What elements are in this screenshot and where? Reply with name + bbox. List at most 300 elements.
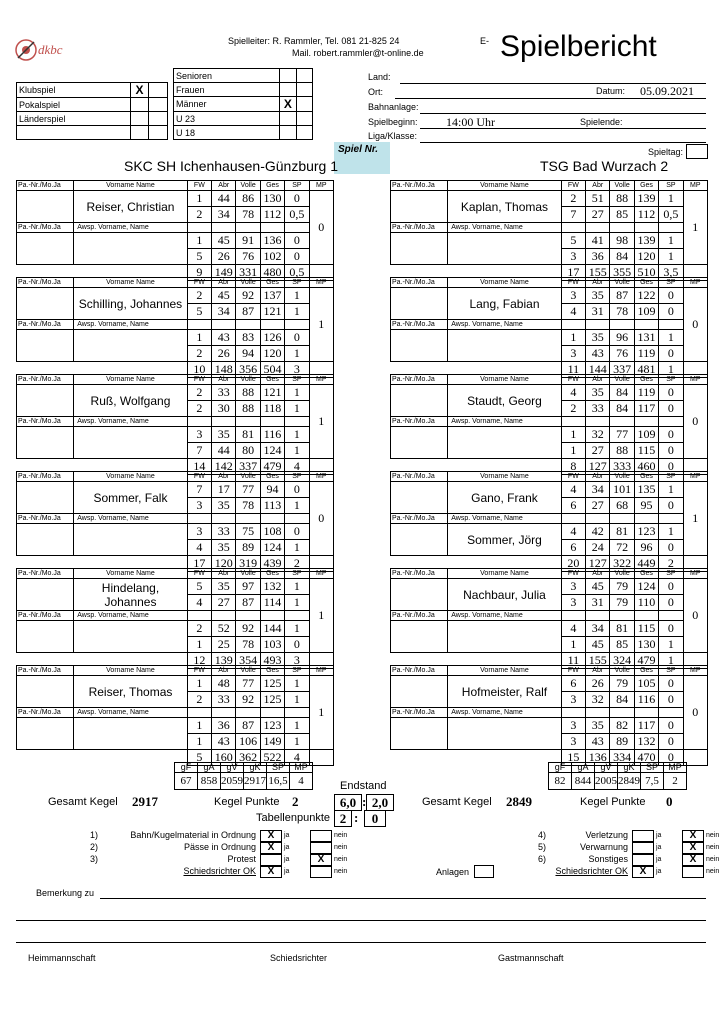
game-value: 3 xyxy=(561,346,585,362)
player-block xyxy=(16,568,334,669)
block-header-row xyxy=(17,666,334,676)
game-value: 3 xyxy=(187,427,211,443)
game-value: 95 xyxy=(634,498,658,514)
blank xyxy=(285,223,309,233)
game-row xyxy=(17,233,334,249)
game-value: 92 xyxy=(236,692,260,708)
blank xyxy=(236,514,260,524)
player-name: Schilling, Johannes xyxy=(74,288,187,320)
game-value: 94 xyxy=(236,346,260,362)
col-header: MP xyxy=(683,375,707,385)
check-ja-box[interactable]: X xyxy=(632,866,654,878)
game-value: 81 xyxy=(236,427,260,443)
ende-label: Spielende: xyxy=(580,117,623,127)
blank xyxy=(586,708,610,718)
game-value: 24 xyxy=(586,540,610,556)
pa-cell xyxy=(391,427,448,459)
game-row xyxy=(391,482,708,498)
blank xyxy=(634,223,658,233)
vorname-header: Vorname Name xyxy=(74,666,187,676)
col-header: MP xyxy=(309,472,333,482)
game-value: 88 xyxy=(236,401,260,417)
check-ja-label: ja xyxy=(656,868,662,875)
sub-header-row xyxy=(391,611,708,621)
check-label: Schiedsrichter OK xyxy=(183,866,256,876)
total-value: 362 xyxy=(236,750,260,766)
game-value: 144 xyxy=(260,621,284,637)
game-value: 36 xyxy=(212,718,236,734)
game-value: 4 xyxy=(561,621,585,637)
heim-signature-label: Heimmannschaft xyxy=(28,953,96,963)
category-mark xyxy=(280,83,297,97)
game-value: 5 xyxy=(187,304,211,320)
game-value: 1 xyxy=(285,443,309,459)
player-name xyxy=(74,427,187,459)
leader-line: Spielleiter: R. Rammler, Tel. 081 21-825 24 xyxy=(228,36,400,46)
blank xyxy=(187,514,211,524)
game-value: 26 xyxy=(212,249,236,265)
game-row xyxy=(391,579,708,595)
blank xyxy=(586,514,610,524)
game-value: 3 xyxy=(561,249,585,265)
check-nein-box[interactable]: X xyxy=(682,842,704,854)
col-header: FW xyxy=(187,375,211,385)
game-value: 125 xyxy=(260,692,284,708)
game-value: 109 xyxy=(634,427,658,443)
game-value: 35 xyxy=(586,718,610,734)
blank xyxy=(212,514,236,524)
col-header: Ges xyxy=(260,666,284,676)
end-away-box: 2,0 xyxy=(366,794,394,811)
col-header: Abr xyxy=(586,569,610,579)
game-value: 1 xyxy=(285,579,309,595)
check-ja-box[interactable] xyxy=(632,830,654,842)
total-value: 356 xyxy=(236,362,260,378)
total-value: 127 xyxy=(586,556,610,572)
awsp-header: Awsp. Vorname, Name xyxy=(74,417,187,427)
total-value: 337 xyxy=(236,459,260,475)
game-value: 114 xyxy=(260,595,284,611)
game-value: 35 xyxy=(212,498,236,514)
game-value: 3 xyxy=(561,718,585,734)
game-value: 25 xyxy=(212,637,236,653)
check-ja-box[interactable] xyxy=(632,854,654,866)
blank xyxy=(260,223,284,233)
block-header-row xyxy=(391,666,708,676)
blank xyxy=(586,320,610,330)
category-row xyxy=(174,97,313,112)
category-row xyxy=(174,126,313,140)
pa-header: Pa.-Nr./Mo.Ja xyxy=(391,569,448,579)
col-header: SP xyxy=(285,375,309,385)
col-header: SP xyxy=(285,666,309,676)
pa-header: Pa.-Nr./Mo.Ja xyxy=(17,666,74,676)
col-header: SP xyxy=(285,472,309,482)
total-value: 10 xyxy=(187,362,211,378)
mp-value: 0 xyxy=(683,385,707,459)
mp-value: 1 xyxy=(309,676,333,750)
game-value: 98 xyxy=(610,233,634,249)
total-value: 3 xyxy=(285,362,309,378)
game-value: 87 xyxy=(610,288,634,304)
total-value: 9 xyxy=(187,265,211,281)
blank xyxy=(610,320,634,330)
gast-signature-label: Gastmannschaft xyxy=(498,953,564,963)
pa-cell xyxy=(391,482,448,514)
game-value: 135 xyxy=(634,482,658,498)
total-value: 136 xyxy=(586,750,610,766)
game-value: 1 xyxy=(187,637,211,653)
total-value: 355 xyxy=(610,265,634,281)
blank xyxy=(634,611,658,621)
player-name xyxy=(448,718,561,750)
match-type-extra xyxy=(149,83,168,98)
tab-home-box: 2 xyxy=(334,810,352,827)
game-row xyxy=(17,524,334,540)
blank xyxy=(212,320,236,330)
vorname-header: Vorname Name xyxy=(448,666,561,676)
col-header: MP xyxy=(683,278,707,288)
col-header: Volle xyxy=(610,666,634,676)
check-nein-box[interactable]: X xyxy=(310,854,332,866)
player-name: Sommer, Falk xyxy=(74,482,187,514)
mp-value: 0 xyxy=(309,482,333,556)
pa-cell xyxy=(17,718,74,750)
total-value: 149 xyxy=(212,265,236,281)
check-num: 5) xyxy=(538,842,547,852)
total-value: 155 xyxy=(586,653,610,669)
check-ja-box[interactable] xyxy=(632,842,654,854)
pa-cell xyxy=(17,621,74,653)
game-value: 79 xyxy=(610,579,634,595)
home-punkte-label: Kegel Punkte xyxy=(214,796,280,808)
total-value: 460 xyxy=(634,459,658,475)
game-value: 0 xyxy=(659,427,683,443)
pa-header: Pa.-Nr./Mo.Ja xyxy=(17,514,74,524)
game-value: 88 xyxy=(236,385,260,401)
game-value: 33 xyxy=(586,401,610,417)
blank xyxy=(212,708,236,718)
game-value: 1 xyxy=(187,676,211,692)
page-title: Spielbericht xyxy=(500,30,657,63)
game-row xyxy=(391,524,708,540)
game-value: 0 xyxy=(285,482,309,498)
game-value: 2 xyxy=(561,401,585,417)
total-value: 14 xyxy=(187,459,211,475)
player-block xyxy=(390,277,708,378)
game-value: 4 xyxy=(561,524,585,540)
game-value: 77 xyxy=(610,427,634,443)
game-value: 0 xyxy=(659,579,683,595)
game-row xyxy=(391,621,708,637)
player-name: Hofmeister, Ralf xyxy=(448,676,561,708)
pa-cell xyxy=(17,482,74,514)
pa-cell xyxy=(17,524,74,556)
game-row xyxy=(17,676,334,692)
total-value: 144 xyxy=(586,362,610,378)
col-header: Abr xyxy=(586,375,610,385)
game-value: 1 xyxy=(285,385,309,401)
category-label: Senioren xyxy=(174,69,280,83)
game-value: 6 xyxy=(561,498,585,514)
totals-header: gV xyxy=(595,763,618,773)
game-row xyxy=(391,385,708,401)
liga-label: Liga/Klasse: xyxy=(368,131,418,141)
col-header: MP xyxy=(683,181,707,191)
player-name xyxy=(448,621,561,653)
blank xyxy=(285,611,309,621)
totals-value: 858 xyxy=(198,773,221,790)
col-header: Abr xyxy=(586,181,610,191)
awsp-header: Awsp. Vorname, Name xyxy=(74,611,187,621)
total-value: 439 xyxy=(260,556,284,572)
tab-away-box: 0 xyxy=(364,810,386,827)
sub-header-row xyxy=(391,223,708,233)
total-value: 504 xyxy=(260,362,284,378)
col-header: Volle xyxy=(236,375,260,385)
blank xyxy=(659,320,683,330)
col-header: Ges xyxy=(634,181,658,191)
game-value: 30 xyxy=(212,401,236,417)
game-value: 45 xyxy=(212,288,236,304)
pa-header: Pa.-Nr./Mo.Ja xyxy=(17,708,74,718)
check-nein-box[interactable] xyxy=(682,866,704,878)
total-value: 15 xyxy=(561,750,585,766)
game-value: 2 xyxy=(187,401,211,417)
check-ja-box[interactable]: X xyxy=(260,830,282,842)
game-value: 1 xyxy=(659,191,683,207)
player-name xyxy=(74,233,187,265)
game-value: 1 xyxy=(659,637,683,653)
player-name: Reiser, Christian xyxy=(74,191,187,223)
game-value: 1 xyxy=(659,233,683,249)
match-type-extra xyxy=(149,98,168,112)
total-value: 333 xyxy=(610,459,634,475)
away-totals-table xyxy=(548,762,687,790)
col-header: FW xyxy=(187,181,211,191)
col-header: Volle xyxy=(610,181,634,191)
game-value: 0 xyxy=(285,637,309,653)
game-row xyxy=(391,288,708,304)
blank xyxy=(260,514,284,524)
game-value: 2 xyxy=(187,692,211,708)
game-value: 1 xyxy=(285,734,309,750)
col-header: SP xyxy=(659,181,683,191)
col-header: Abr xyxy=(212,375,236,385)
awsp-header: Awsp. Vorname, Name xyxy=(448,611,561,621)
game-value: 110 xyxy=(634,595,658,611)
game-value: 1 xyxy=(285,427,309,443)
game-value: 43 xyxy=(212,734,236,750)
total-value: 449 xyxy=(634,556,658,572)
block-header-row xyxy=(391,278,708,288)
mp-value: 1 xyxy=(309,579,333,653)
pa-header: Pa.-Nr./Mo.Ja xyxy=(17,417,74,427)
match-type-row xyxy=(17,98,168,112)
col-header: Volle xyxy=(236,278,260,288)
pa-cell xyxy=(391,676,448,708)
game-value: 76 xyxy=(610,346,634,362)
pa-header: Pa.-Nr./Mo.Ja xyxy=(17,278,74,288)
bemerkung-label: Bemerkung zu xyxy=(36,888,95,898)
total-value: 324 xyxy=(610,653,634,669)
totals-value: 2 xyxy=(664,773,687,790)
game-value: 1 xyxy=(285,288,309,304)
total-value: 0 xyxy=(659,750,683,766)
check-num: 3) xyxy=(90,854,99,864)
game-value: 0 xyxy=(659,443,683,459)
game-value: 7 xyxy=(561,207,585,223)
pa-cell xyxy=(17,233,74,265)
check-nein-box[interactable]: X xyxy=(682,830,704,842)
sub-header-row xyxy=(391,417,708,427)
check-label: Pässe in Ordnung xyxy=(183,842,256,852)
game-value: 2 xyxy=(187,207,211,223)
game-row xyxy=(391,427,708,443)
game-value: 106 xyxy=(236,734,260,750)
total-value: 142 xyxy=(212,459,236,475)
pa-header: Pa.-Nr./Mo.Ja xyxy=(17,223,74,233)
col-header: Abr xyxy=(586,666,610,676)
game-value: 120 xyxy=(634,249,658,265)
game-value: 2 xyxy=(187,346,211,362)
sub-header-row xyxy=(391,514,708,524)
check-label: Verwarnung xyxy=(579,842,628,852)
player-name: Gano, Frank xyxy=(448,482,561,514)
match-type-label xyxy=(17,126,131,140)
check-ja-box[interactable]: X xyxy=(260,842,282,854)
game-value: 119 xyxy=(634,346,658,362)
totals-value: 16,5 xyxy=(267,773,290,790)
category-extra xyxy=(296,97,312,112)
game-value: 76 xyxy=(236,249,260,265)
blank xyxy=(260,320,284,330)
game-value: 34 xyxy=(586,621,610,637)
game-value: 88 xyxy=(610,443,634,459)
game-row xyxy=(391,233,708,249)
game-value: 33 xyxy=(212,385,236,401)
game-value: 4 xyxy=(561,482,585,498)
game-value: 85 xyxy=(610,637,634,653)
block-header-row xyxy=(17,569,334,579)
check-nein-box[interactable] xyxy=(310,866,332,878)
check-nein-box[interactable] xyxy=(310,842,332,854)
game-value: 0 xyxy=(659,385,683,401)
col-header: FW xyxy=(187,278,211,288)
game-value: 0 xyxy=(285,524,309,540)
game-value: 80 xyxy=(236,443,260,459)
blank xyxy=(236,417,260,427)
pa-cell xyxy=(17,288,74,320)
game-value: 43 xyxy=(586,346,610,362)
check-nein-label: nein xyxy=(334,868,348,875)
vorname-header: Vorname Name xyxy=(74,472,187,482)
block-header-row xyxy=(391,375,708,385)
blank xyxy=(561,223,585,233)
total-value: 20 xyxy=(561,556,585,572)
blank xyxy=(74,750,187,766)
pa-cell xyxy=(17,191,74,223)
game-value: 85 xyxy=(610,207,634,223)
mp-value: 1 xyxy=(309,288,333,362)
blank xyxy=(187,417,211,427)
game-value: 34 xyxy=(212,304,236,320)
sub-header-row xyxy=(17,708,334,718)
vorname-header: Vorname Name xyxy=(74,375,187,385)
game-row xyxy=(17,385,334,401)
total-value: 479 xyxy=(634,653,658,669)
check-nein-box[interactable]: X xyxy=(682,854,704,866)
game-value: 1 xyxy=(285,498,309,514)
game-value: 78 xyxy=(236,498,260,514)
player-name xyxy=(74,330,187,362)
game-value: 1 xyxy=(285,692,309,708)
check-ja-box[interactable]: X xyxy=(260,866,282,878)
vorname-header: Vorname Name xyxy=(448,472,561,482)
check-num: 2) xyxy=(90,842,99,852)
game-value: 2 xyxy=(187,385,211,401)
totals-header: gF xyxy=(175,763,198,773)
col-header: SP xyxy=(659,569,683,579)
match-type-row xyxy=(17,112,168,126)
game-value: 105 xyxy=(634,676,658,692)
game-value: 1 xyxy=(285,718,309,734)
col-header: Ges xyxy=(260,278,284,288)
check-nein-label: nein xyxy=(706,844,720,851)
pa-cell xyxy=(17,579,74,611)
game-value: 123 xyxy=(260,718,284,734)
category-label: U 18 xyxy=(174,126,280,140)
game-value: 0,5 xyxy=(659,207,683,223)
blank xyxy=(659,514,683,524)
pa-header: Pa.-Nr./Mo.Ja xyxy=(391,181,448,191)
total-value: 11 xyxy=(561,362,585,378)
mail-line: Mail. robert.rammler@t-online.de xyxy=(292,48,424,58)
awsp-header: Awsp. Vorname, Name xyxy=(448,223,561,233)
blank xyxy=(561,708,585,718)
tabellenpunkte-label: Tabellenpunkte xyxy=(256,812,331,824)
category-table xyxy=(173,68,313,140)
category-extra xyxy=(296,69,312,83)
blank xyxy=(586,611,610,621)
check-ja-box[interactable] xyxy=(260,854,282,866)
game-row xyxy=(391,191,708,207)
totals-value: 2059 xyxy=(221,773,244,790)
game-value: 84 xyxy=(610,692,634,708)
col-header: FW xyxy=(561,569,585,579)
game-value: 87 xyxy=(236,718,260,734)
blank xyxy=(17,750,74,766)
blank xyxy=(260,611,284,621)
total-value: 4 xyxy=(285,459,309,475)
game-value: 87 xyxy=(236,304,260,320)
player-name: Lang, Fabian xyxy=(448,288,561,320)
col-header: MP xyxy=(683,472,707,482)
vorname-header: Vorname Name xyxy=(448,181,561,191)
check-nein-box[interactable] xyxy=(310,830,332,842)
vorname-header: Vorname Name xyxy=(74,569,187,579)
game-value: 116 xyxy=(634,692,658,708)
game-value: 0 xyxy=(659,401,683,417)
col-header: Volle xyxy=(610,472,634,482)
col-header: Volle xyxy=(236,569,260,579)
game-value: 0 xyxy=(285,330,309,346)
game-value: 81 xyxy=(610,524,634,540)
match-type-extra xyxy=(149,112,168,126)
game-value: 3 xyxy=(561,692,585,708)
totals-value: 2005 xyxy=(595,773,618,790)
player-name: Nachbaur, Julia xyxy=(448,579,561,611)
